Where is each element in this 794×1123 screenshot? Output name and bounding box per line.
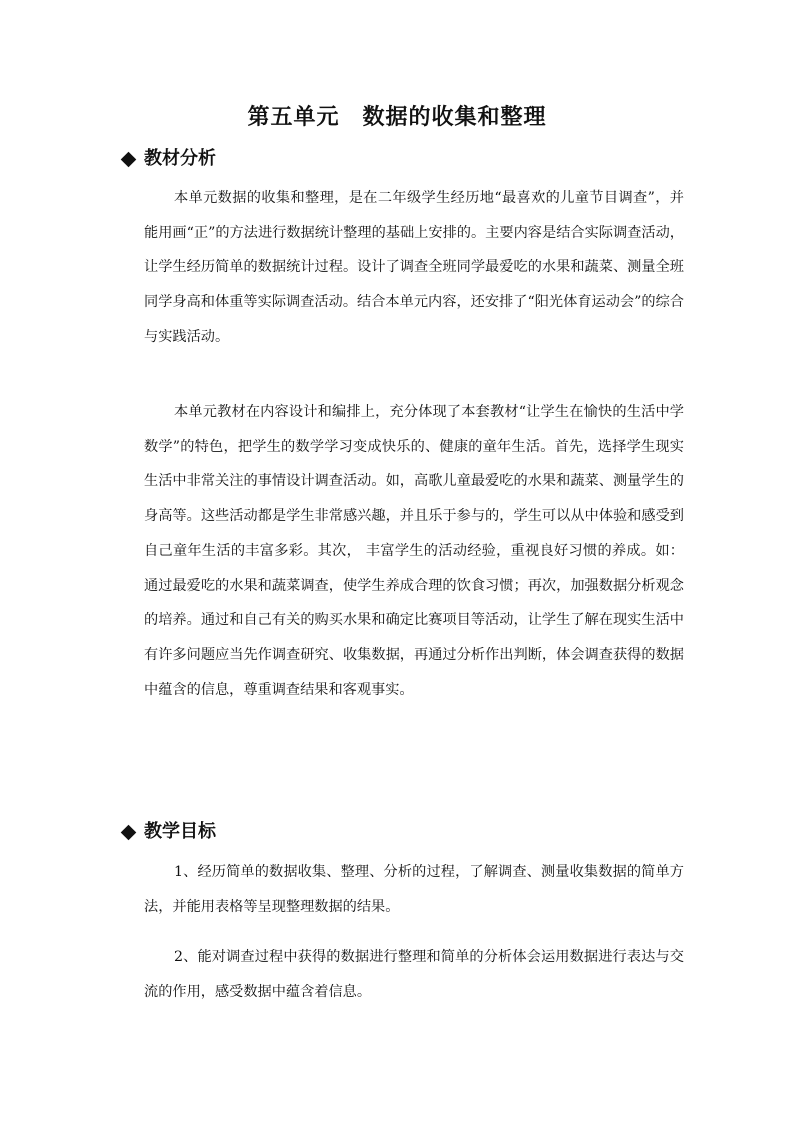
paragraph: 2、能对调查过程中获得的数据进行整理和简单的分析体会运用数据进行表达与交流的作用，感受数据中蕴含着信息。 [144,949,684,1000]
paragraph: 本单元数据的收集和整理，是在二年级学生经历地“最喜欢的儿童节目调查”，并能用画“正”的方法进行数据统计整理的基础上安排的。主要内容是结合实际调查活动，让学生经历简单的数据统计过程。设计了调查全班同学最爱吃的水果和蔬菜、测量全班同学身高和体重等实际调查活动。结合本单元内容，还安排了“阳光体育运动会”的综合与实践活动。 [144,190,684,345]
section-heading-label: 教材分析 [144,148,216,169]
document-title: 第五单元 数据的收集和整理 [247,104,547,130]
section-heading-teaching-goals [120,820,216,844]
paragraph: 1、经历简单的数据收集、整理、分析的过程，了解调查、测量收集数据的简单方法，并能用表格等呈现整理数据的结果。 [144,864,684,915]
paragraph: 本单元教材在内容设计和编排上，充分体现了本套教材“让学生在愉快的生活中学数学”的特色，把学生的数学学习变成快乐的、健康的童年生活。首先，选择学生现实生活中非常关注的事情设计调查活动。如，高歌儿童最爱吃的水果和蔬菜、测量学生的身高等。这些活动都是学生非常感兴趣，并且乐于参与的，学生可以从中体验和感受到自己童年生活的丰富多彩。其次， 丰富学生的活动经验，重视良好习惯的养成。如：通过最爱吃的水果和蔬菜调查，使学生养成合理的饮食习惯；再次，加强数据分析观念的培养。通过和自己有关的购买水果和确定比赛项目等活动，让学生了解在现实生活中有许多问题应当先作调查研究、收集数据，再通过分析作出判断，体会调查获得的数据中蕴含的信息，尊重调查结果和客观事实。 [144,404,684,698]
diamond-bullet-icon [121,824,137,840]
section-heading-label: 教学目标 [144,821,216,842]
section-heading-textbook-analysis [120,147,216,171]
diamond-bullet-icon [121,151,137,167]
